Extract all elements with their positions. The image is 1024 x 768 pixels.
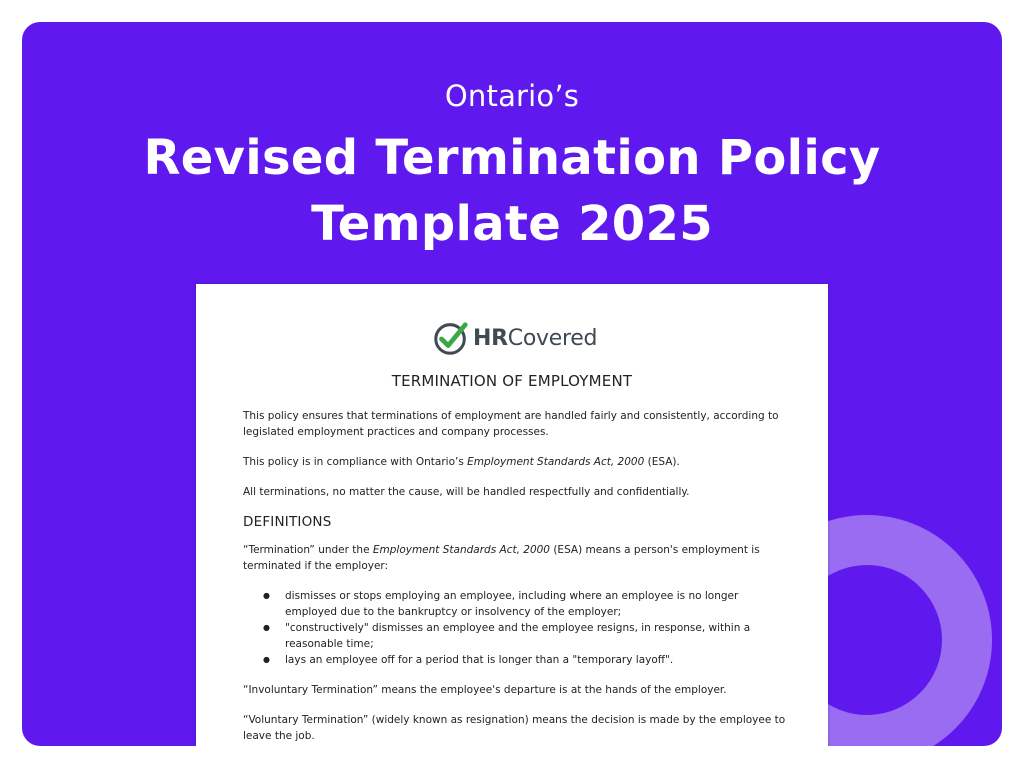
headline-line-2: Template 2025: [311, 196, 713, 252]
definitions-heading: DEFINITIONS: [243, 514, 332, 530]
check-circle-icon: [432, 319, 470, 357]
headline-line-1: Revised Termination Policy: [143, 130, 881, 186]
list-item: ● lays an employee off for a period that is longer than a "temporary layoff".: [243, 652, 788, 668]
list-item: ● dismisses or stops employing an employee, including where an employee is no longer employed due to the bankruptcy or insolvency of the employer;: [243, 588, 788, 620]
document-preview: [196, 284, 828, 746]
logo-text: HRCovered: [473, 325, 598, 351]
voluntary-definition: “Voluntary Termination” (widely known as resignation) means the decision is made by the employee to leave the job.: [243, 714, 786, 742]
document-title: TERMINATION OF EMPLOYMENT: [391, 372, 633, 390]
intro-paragraph: This policy ensures that terminations of employment are handled fairly and consistently, according to legislated employment practices and company processes.: [243, 410, 779, 438]
termination-criteria-list: [243, 588, 788, 668]
banner-card: [22, 22, 1002, 746]
hrcovered-logo: [432, 318, 597, 358]
document-body: [243, 408, 788, 746]
respect-paragraph: All terminations, no matter the cause, will be handled respectfully and confidentially.: [243, 486, 690, 498]
compliance-paragraph: This policy is in compliance with Ontario’s Employment Standards Act, 2000 (ESA).: [243, 456, 680, 468]
banner-eyebrow: Ontario’s: [444, 79, 580, 113]
banner-headline: [22, 125, 1002, 257]
involuntary-definition: “Involuntary Termination” means the employee's departure is at the hands of the employer.: [243, 684, 727, 696]
list-item: ● "constructively" dismisses an employee and the employee resigns, in response, within a reasonable time;: [243, 620, 788, 652]
termination-definition: “Termination” under the Employment Standards Act, 2000 (ESA) means a person's employment is terminated if the employer:: [243, 544, 760, 572]
